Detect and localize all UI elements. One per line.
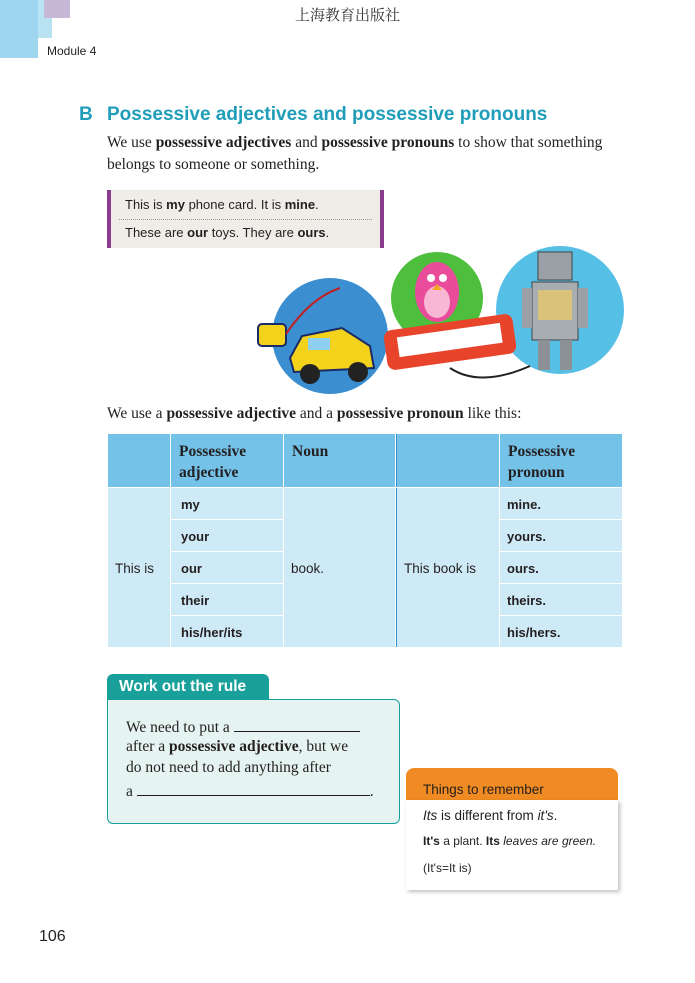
table-header-noun: Noun bbox=[284, 434, 395, 487]
table-header-adjective: Possessive adjective bbox=[171, 434, 283, 487]
toys-illustration bbox=[250, 238, 625, 398]
table-pronoun-cell: yours. bbox=[500, 520, 622, 551]
divider bbox=[119, 219, 372, 220]
section-letter: B bbox=[79, 104, 93, 125]
table-pronoun-cell: his/hers. bbox=[500, 616, 622, 647]
table-adjective-cell: his/her/its bbox=[171, 616, 283, 647]
table-subject-cell: This is bbox=[108, 488, 170, 647]
table-connector-cell: This book is bbox=[396, 488, 499, 647]
rule-line: a . bbox=[126, 783, 374, 800]
table-pronoun-cell: mine. bbox=[500, 488, 622, 519]
table-header-pronoun: Possessive pronoun bbox=[500, 434, 622, 487]
possessive-table bbox=[108, 434, 622, 647]
table-header-empty bbox=[396, 434, 499, 487]
section-title: Possessive adjectives and possessive pronouns bbox=[107, 104, 548, 125]
answer-blank[interactable] bbox=[234, 717, 360, 732]
answer-blank[interactable] bbox=[137, 781, 370, 796]
table-pronoun-cell: ours. bbox=[500, 552, 622, 583]
remember-line: (It's=It is) bbox=[423, 861, 472, 875]
remember-line: It's a plant. Its leaves are green. bbox=[423, 834, 596, 848]
table-header-empty bbox=[108, 434, 170, 487]
things-to-remember-title: Things to remember bbox=[406, 768, 618, 800]
table-pronoun-cell: theirs. bbox=[500, 584, 622, 615]
table-adjective-cell: their bbox=[171, 584, 283, 615]
penguin-toy bbox=[415, 262, 459, 322]
example-sentence: These are our toys. They are ours. bbox=[125, 225, 330, 240]
publisher-name: 上海教育出版社 bbox=[294, 8, 400, 24]
intro-paragraph: We use possessive adjectives and possessive pronouns to show that something belongs to someone or something. bbox=[107, 134, 603, 173]
module-label: Module 4 bbox=[47, 44, 97, 58]
rule-line: We need to put a bbox=[126, 717, 360, 737]
table-adjective-cell: my bbox=[171, 488, 283, 519]
rule-line: after a possessive adjective, but we bbox=[126, 738, 349, 755]
table-adjective-cell: our bbox=[171, 552, 283, 583]
work-out-rule-tab: Work out the rule bbox=[107, 674, 269, 700]
rule-line: do not need to add anything after bbox=[126, 759, 331, 776]
table-noun-cell: book. bbox=[284, 488, 395, 647]
things-to-remember-box bbox=[406, 800, 618, 890]
remember-line: Its is different from it's. bbox=[423, 808, 558, 823]
work-out-rule-box bbox=[107, 699, 400, 824]
page-number: 106 bbox=[39, 928, 66, 945]
table-adjective-cell: your bbox=[171, 520, 283, 551]
example-sentence: This is my phone card. It is mine. bbox=[125, 197, 319, 212]
table-intro: We use a possessive adjective and a possessive pronoun like this: bbox=[107, 405, 522, 422]
